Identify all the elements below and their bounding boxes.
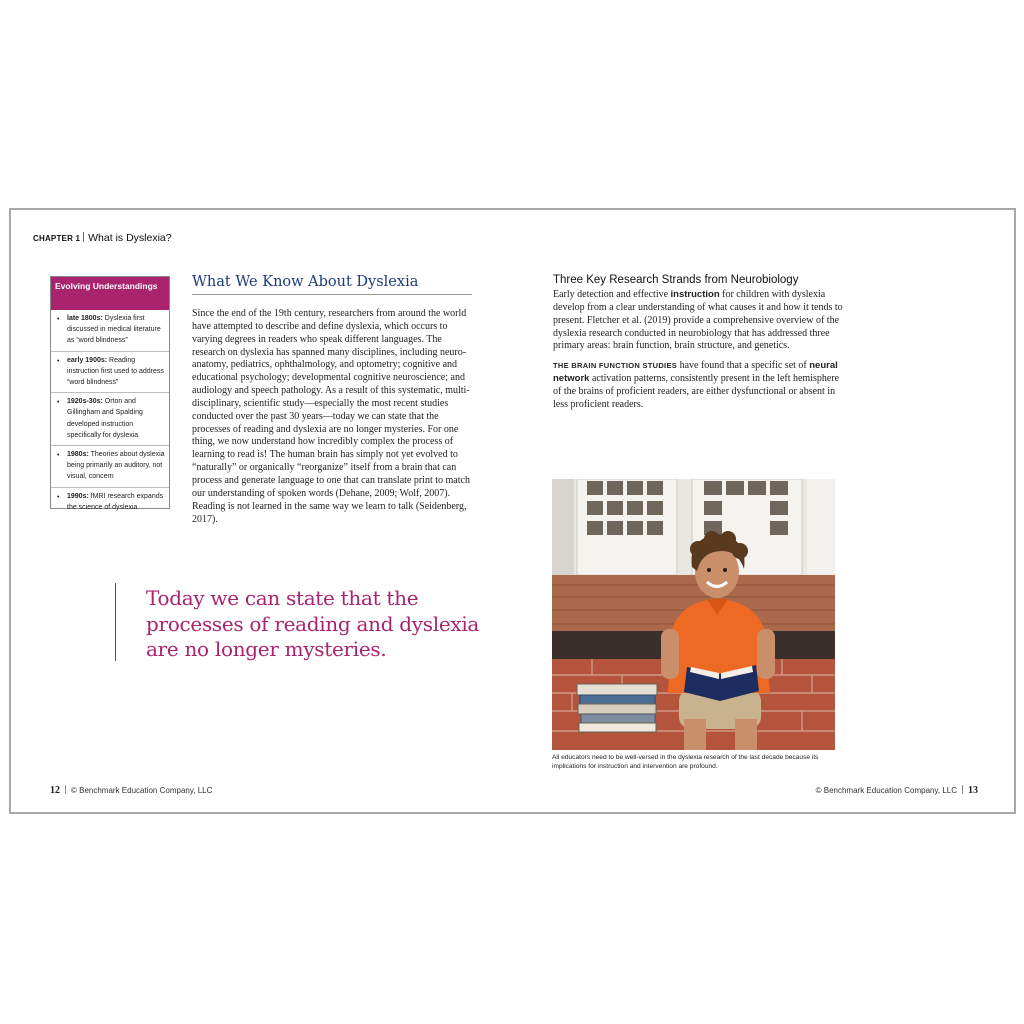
sidebar-title: Evolving Understandings [51,277,169,310]
bullet-icon: • [57,493,60,501]
footer-right [816,785,978,796]
pull-quote: Today we can state that the processes of reading and dyslexia are no longer mysteries. [146,586,480,661]
right-paragraph-2: THE BRAIN FUNCTION STUDIES have found that a specific set of neural network activation patterns, consistently present in the left hemisphere of the brains of proficient readers, are either dysfunctional or absent in less proficient readers. [553,360,840,410]
chapter-title: What is Dyslexia? [88,232,172,244]
section-heading: What We Know About Dyslexia [192,274,472,295]
chapter-divider [83,232,84,242]
list-item: • 1990s: fMRI research expands the science of dyslexia [57,492,164,511]
footer-left [50,785,212,796]
chapter-label: CHAPTER 1 [33,234,81,243]
pull-quote-rule [115,583,116,661]
bullet-icon: • [57,399,60,407]
right-section-heading: Three Key Research Strands from Neurobiology [553,274,799,286]
sidebar-list [51,310,169,517]
boy-reading-photo [552,479,835,750]
copyright-left: © Benchmark Education Company, LLC [71,786,213,795]
list-item: • late 1800s: Dyslexia first discussed in medical literature as “word blindness” [51,310,169,352]
copyright-right: © Benchmark Education Company, LLC [815,786,957,795]
photo-illustration [552,479,835,750]
chapter-header [33,232,172,244]
list-item: • 1920s-30s: Orton and Gillingham and Spalding developed instruction specifically for dyslexia [51,393,169,446]
bullet-icon: • [57,452,60,460]
list-item: • 1980s: Theories about dyslexia being primarily an auditory, not visual, concern [51,446,169,488]
footer-divider [962,785,963,794]
right-paragraph-1: Early detection and effective instruction for children with dyslexia develop from a clear understanding of what causes it and how it tends to present. Fletcher et al. (2019) provide a comprehensive overview of the dyslexia research conducted in neurobiology that has addressed three primary areas: brain function, brain structure, and genetics. [553,289,843,352]
footer-divider [65,785,66,794]
book-spread [9,208,1016,814]
bullet-icon: • [57,316,60,323]
bullet-icon: • [57,357,60,365]
list-item: • early 1900s: Reading instruction first used to address “word blindness” [51,352,169,394]
body-paragraph: Since the end of the 19th century, researchers from around the world have attempted to describe and define dyslexia, which occurs to varying degrees in readers who speak different languages. The research on dyslexia has spanned many disciplines, including neuro-anatomy, pediatrics, ophthalmology, and optometry; cognitive and educational psychology; developmental cognitive neuroscience; and audiology and speech pathology. As a result of this systematic, multi-disciplinary, scientific study—especially the most recent studies conducted over the past 30 years—today we can state that the processes of reading and dyslexia are no longer mysteries. For one thing, we now understand how incredibly complex the process of learning to read is! The human brain has simply not yet evolved to “naturally” or organically “reorganize” itself from a brain that can process and generate language to one that can translate print to match our understanding of spoken words (Dehane, 2009; Wolf, 2007). Reading is not learned in the same way we learn to talk (Seidenberg, 2017). [192,308,470,525]
evolving-understandings-sidebar [50,276,170,509]
page-number-right: 13 [968,785,978,796]
photo-caption: All educators need to be well-versed in the dyslexia research of the last decade because its implications for instruction and intervention are profound. [552,754,819,770]
page-number-left: 12 [50,785,60,796]
